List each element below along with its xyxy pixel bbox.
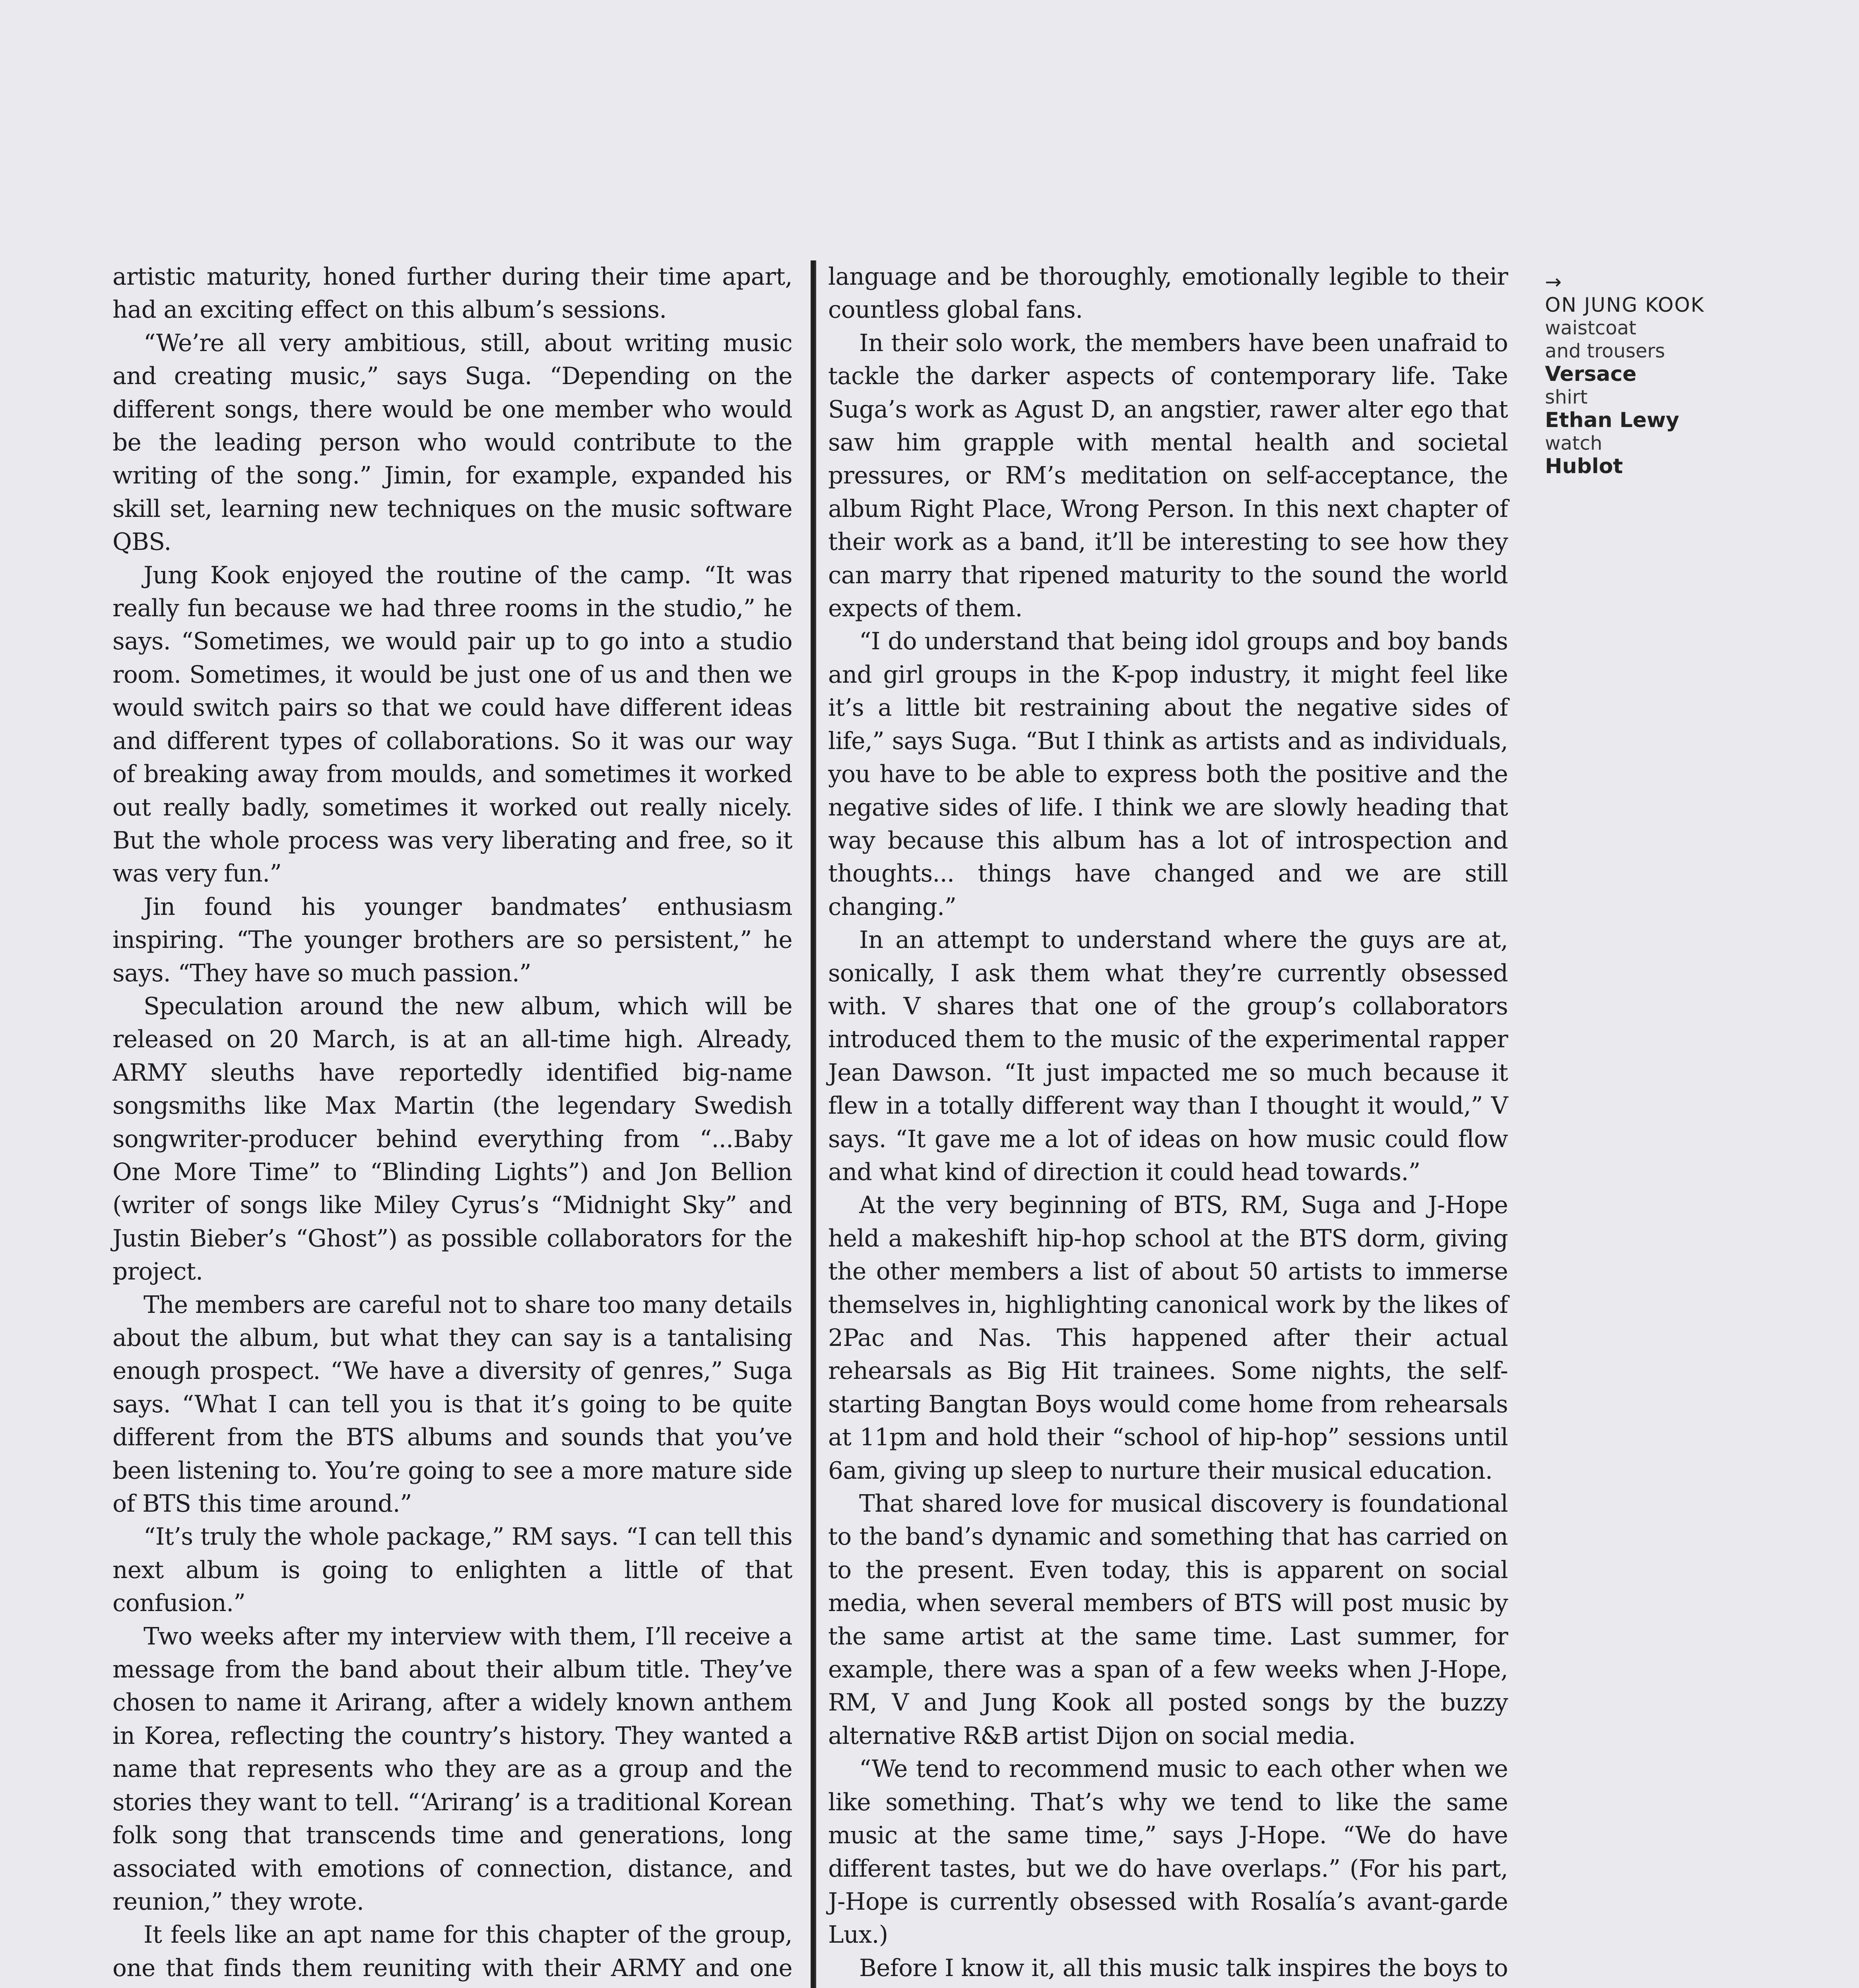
article-column-right [828,260,1508,1988]
paragraph: It feels like an apt name for this chapter of the group, one that finds them reuniting with their ARMY and one [113,1921,792,1982]
credit-label: watch [1545,432,1603,454]
credit-label: shirt [1545,386,1588,408]
paragraph: In their solo work, the members have been unafraid to tackle the darker aspects of contemporary life. Take Suga’s work as Agust D, an angstier, rawer alter ego that saw him grapple with mental health and societal pressures, or RM’s meditation on self-acceptance, the album Right Place, Wrong Person. In this next chapter of their work as a band, it’ll be interesting to see how they can marry that ripened maturity to the sound the world expects of them. [828,329,1508,623]
credits-subject: ON JUNG KOOK [1545,293,1705,316]
credit-label: waistcoat [1545,317,1636,339]
paragraph: “We tend to recommend music to each other when we like something. That’s why we tend to like the same music at the same time,” says J-Hope. “We do have different tastes, but we do have overlaps.” (For his part, J-Hope is currently obsessed with Rosalía’s avant-garde Lux.) [828,1755,1508,1949]
credit-label: and trousers [1545,340,1665,362]
fashion-credits [1545,270,1752,478]
paragraph: Two weeks after my interview with them, I’ll receive a message from the band about their album title. They’ve chosen to name it Arirang, after a widely known anthem in Korea, reflecting the country’s history. They wanted a name that represents who they are as a group and the stories they want to tell. “‘Arirang’ is a traditional Korean folk song that transcends time and generations, long associated with emotions of connection, distance, and reunion,” they wrote. [113,1623,792,1916]
credit-brand: Ethan Lewy [1545,408,1679,432]
paragraph: In an attempt to understand where the guys are at, sonically, I ask them what they’re currently obsessed with. V shares that one of the group’s collaborators introduced them to the music of the experimental rapper Jean Dawson. “It just impacted me so much because it flew in a totally different way than I thought it would,” V says. “It gave me a lot of ideas on how music could flow and what kind of direction it could head towards.” [828,926,1508,1186]
paragraph: Jung Kook enjoyed the routine of the camp. “It was really fun because we had three rooms in the studio,” he says. “Sometimes, we would pair up to go into a studio room. Sometimes, it would be just one of us and then we would switch pairs so that we could have different ideas and different types of collaborations. So it was our way of breaking away from moulds, and sometimes it worked out really badly, sometimes it worked out really nicely. But the whole process was very liberating and free, so it was very fun.” [113,561,792,888]
paragraph: “I do understand that being idol groups and boy bands and girl groups in the K-pop industry, it might feel like it’s a little bit restraining about the negative sides of life,” says Suga. “But I think as artists and as individuals, you have to be able to express both the positive and the negative sides of life. I think we are slowly heading that way because this album has a lot of introspection and thoughts... things have changed and we are still changing.” [828,628,1508,921]
paragraph: The members are careful not to share too many details about the album, but what they can say is a tantalising enough prospect. “We have a diversity of genres,” Suga says. “What I can tell you is that it’s going to be quite different from the BTS albums and sounds that you’ve been listening to. You’re going to see a more mature side of BTS this time around.” [113,1291,792,1518]
paragraph: “It’s truly the whole package,” RM says. “I can tell this next album is going to enlighten a little of that confusion.” [113,1523,792,1617]
credit-brand: Versace [1545,362,1637,386]
paragraph: language and be thoroughly, emotionally legible to their countless global fans. [828,263,1508,324]
paragraph: Speculation around the new album, which will be released on 20 March, is at an all-time high. Already, ARMY sleuths have reportedly identified big-name songsmiths like Max Martin (the legendary Swedish songwriter-producer behind everything from “...Baby One More Time” to “Blinding Lights”) and Jon Bellion (writer of songs like Miley Cyrus’s “Midnight Sky” and Justin Bieber’s “Ghost”) as possible collaborators for the project. [113,992,792,1286]
article-column-left [113,260,792,1988]
arrow-right-icon: → [1545,270,1562,293]
paragraph: That shared love for musical discovery is foundational to the band’s dynamic and something that has carried on to the present. Even today, this is apparent on social media, when several members of BTS will post music by the same artist at the same time. Last summer, for example, there was a span of a few weeks when J-Hope, RM, V and Jung Kook all posted songs by the buzzy alternative R&B artist Dijon on social media. [828,1490,1508,1750]
paragraph: At the very beginning of BTS, RM, Suga and J-Hope held a makeshift hip-hop school at the BTS dorm, giving the other members a list of about 50 artists to immerse themselves in, highlighting canonical work by the likes of 2Pac and Nas. This happened after their actual rehearsals as Big Hit trainees. Some nights, the self-starting Bangtan Boys would come home from rehearsals at 11pm and hold their “school of hip-hop” sessions until 6am, giving up sleep to nurture their musical education. [828,1192,1508,1485]
column-divider [811,260,816,1988]
credit-brand: Hublot [1545,454,1623,478]
paragraph: Jin found his younger bandmates’ enthusiasm inspiring. “The younger brothers are so persistent,” he says. “They have so much passion.” [113,893,792,987]
paragraph: artistic maturity, honed further during their time apart, had an exciting effect on this album’s sessions. [113,263,792,324]
paragraph: Before I know it, all this music talk inspires the boys to [859,1954,1508,1982]
paragraph: “We’re all very ambitious, still, about writing music and creating music,” says Suga. “Depending on the different songs, there would be one member who would be the leading person who would contribute to the writing of the song.” Jimin, for example, expanded his skill set, learning new techniques on the music software QBS. [113,329,792,556]
